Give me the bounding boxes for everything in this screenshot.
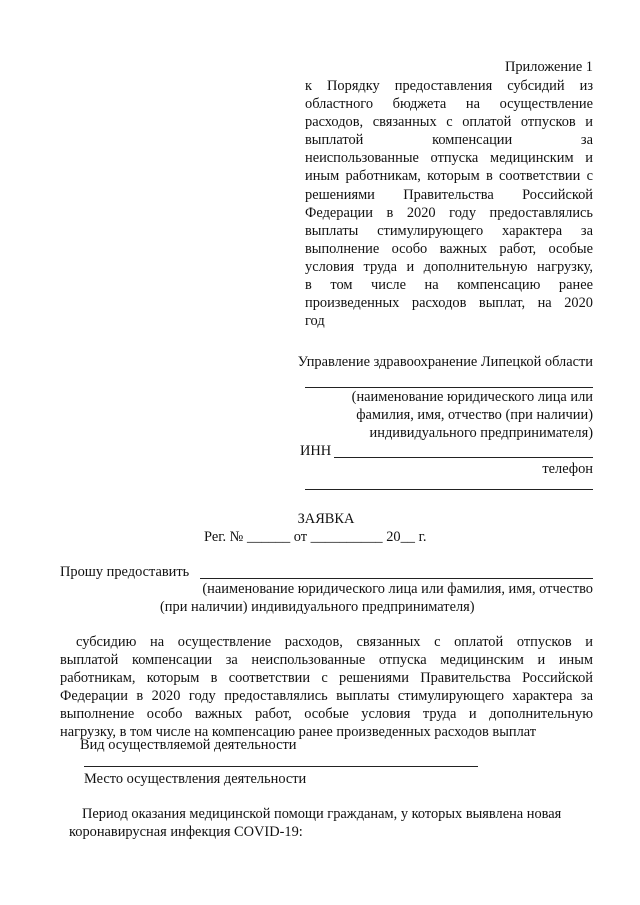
- appendix-line: Федерации в 2020 году предоставлялись: [305, 204, 593, 221]
- body-line: Федерации в 2020 году предоставлялись выплаты стимулирующего характера за: [60, 688, 593, 705]
- activity-place-label: Место осуществления деятельности: [84, 771, 307, 787]
- body-paragraph: [60, 633, 593, 742]
- addressee-caption-line: фамилия, имя, отчество (при наличии): [356, 407, 593, 423]
- inn-rule: [334, 457, 593, 458]
- body-line: субсидию на осуществление расходов, связанных с оплатой отпусков и: [76, 634, 593, 650]
- appendix-line: решениями Правительства Российской: [305, 186, 593, 203]
- request-caption-line: (наименование юридического лица или фамилия, имя, отчество: [202, 581, 593, 597]
- registration-line: Рег. № ______ от __________ 20__ г.: [204, 529, 427, 545]
- period-line: Период оказания медицинской помощи гражданам, у которых выявлена новая: [82, 806, 562, 822]
- phone-rule: [305, 489, 593, 490]
- application-title: ЗАЯВКА: [297, 511, 355, 527]
- phone-label: телефон: [542, 461, 593, 477]
- appendix-text: [305, 77, 593, 330]
- appendix-line: областного бюджета на осуществление: [305, 96, 593, 113]
- request-caption-line: (при наличии) индивидуального предпринимателя): [160, 599, 475, 615]
- addressee-name-rule: [305, 387, 593, 388]
- appendix-line: к Порядку предоставления субсидий из: [305, 78, 593, 94]
- appendix-line: иным работникам, которым в соответствии с: [305, 168, 593, 185]
- appendix-line: год: [305, 313, 325, 330]
- body-line: выплатой компенсации за неиспользованные отпуска медицинским и иным: [60, 652, 593, 669]
- request-label: Прошу предоставить: [60, 564, 190, 580]
- appendix-line: расходов, связанных с оплатой отпусков и: [305, 114, 593, 131]
- appendix-line: выплаты стимулирующего характера за: [305, 222, 593, 239]
- body-line: нагрузку, в том числе на компенсацию ранее произведенных расходов выплат: [60, 724, 537, 741]
- appendix-line: выполнение особо важных работ, особые: [305, 240, 593, 257]
- body-line: работникам, которым в соответствии с решениями Правительства Российской: [60, 670, 593, 687]
- addressee-caption-line: (наименование юридического лица или: [351, 389, 593, 405]
- activity-type-label: Вид осуществляемой деятельности: [80, 737, 297, 753]
- request-rule: [200, 578, 593, 579]
- addressee-caption-line: индивидуального предпринимателя): [369, 425, 593, 441]
- activity-type-rule: [84, 766, 478, 767]
- inn-label: ИНН: [300, 443, 332, 459]
- appendix-line: выплатой компенсации за: [305, 132, 593, 149]
- appendix-line: в том числе на компенсацию ранее: [305, 277, 593, 294]
- appendix-line: произведенных расходов выплат, на 2020: [305, 295, 593, 312]
- appendix-line: условия труда и дополнительную нагрузку,: [305, 258, 593, 275]
- addressee-organization: Управление здравоохранение Липецкой области: [297, 354, 593, 370]
- body-line: выполнение особо важных работ, особые условия труда и дополнительную: [60, 706, 593, 723]
- appendix-title: Приложение 1: [504, 59, 593, 75]
- period-line: коронавирусная инфекция COVID-19:: [69, 824, 303, 840]
- appendix-line: неиспользованные отпуска медицинским и: [305, 150, 593, 167]
